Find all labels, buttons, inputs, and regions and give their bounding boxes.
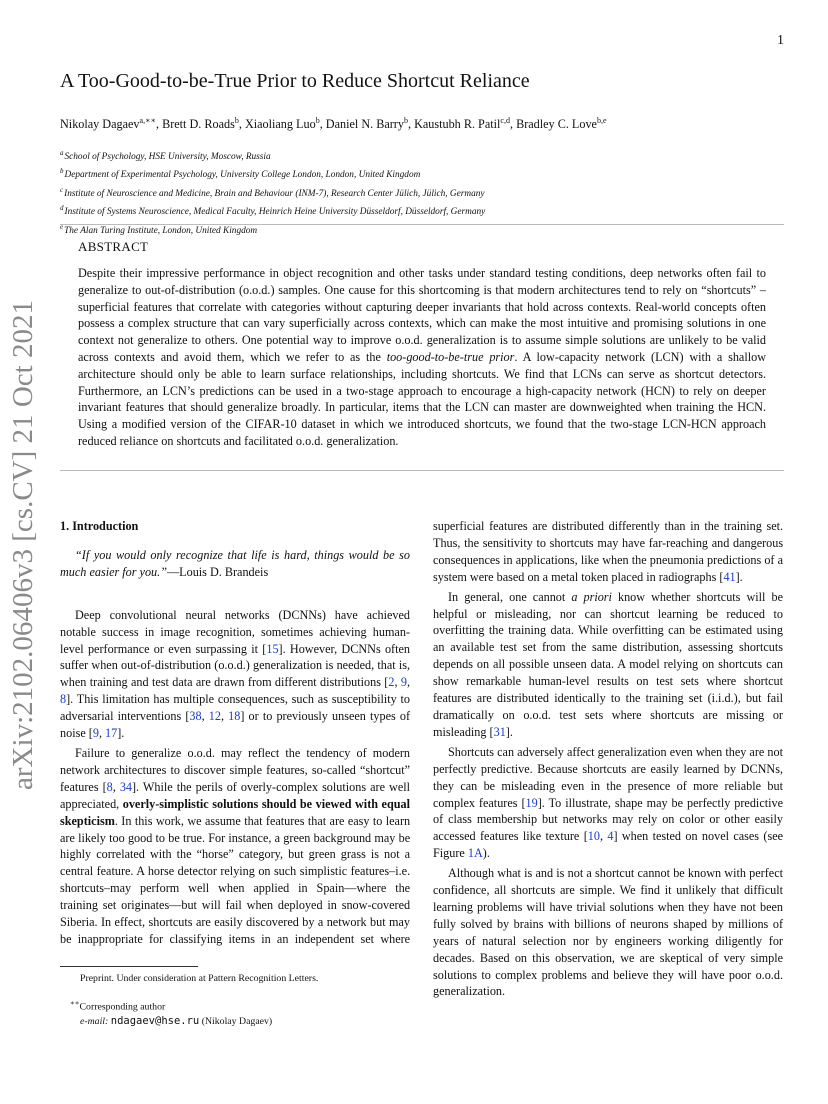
paragraph-text: shortcuts <box>549 535 594 550</box>
paragraph-text: be <box>398 830 411 845</box>
paragraph-text: but <box>370 915 386 930</box>
email-label: e-mail: <box>80 1016 109 1028</box>
paragraph-text: network <box>60 762 100 777</box>
author-affiliation-mark: b,e <box>596 116 607 125</box>
arxiv-stamp-text: arXiv:2102.06406v3 [cs.CV] 21 Oct 2021 <box>8 317 39 790</box>
paragraph-text: reflect <box>248 745 280 760</box>
paragraph-text: central <box>60 864 94 879</box>
paragraph-text: correlated <box>96 847 145 862</box>
affiliation-mark: c <box>60 185 64 194</box>
author-name: Nikolay Dagaev <box>60 117 140 132</box>
citation-link[interactable]: 9 <box>400 675 407 690</box>
paragraph-text: we <box>187 813 202 828</box>
paragraph-text: this <box>134 813 153 828</box>
abstract-heading: ABSTRACT <box>78 239 149 254</box>
paragraph-text <box>209 881 218 895</box>
paragraph-text: likely <box>78 830 106 845</box>
paragraph-text: shortcuts <box>148 915 193 930</box>
paragraph-text: not <box>384 847 400 862</box>
paragraph-text: highly <box>60 847 92 862</box>
quote-text: “If you would only recognize that life is hard, things would be so much easier for you.” <box>60 547 410 579</box>
paragraph-text: in <box>261 931 271 946</box>
affiliation-text: Institute of Neuroscience and Medicine, Brain and Behaviour (INM-7), Research Center Jülich, Jülich, Germany <box>64 188 485 199</box>
abstract-divider <box>60 470 784 471</box>
author-affiliation-mark: c,d <box>500 116 510 125</box>
paragraph-text: discovered <box>246 915 299 930</box>
paragraph <box>433 865 783 1000</box>
paragraph-text: [ <box>719 569 724 584</box>
author-name: Kaustubh R. Patil <box>414 117 501 132</box>
paragraph-text <box>289 881 298 895</box>
email-address[interactable]: ndagaev@hse.ru <box>110 1015 200 1028</box>
affiliation-mark: b <box>60 167 64 176</box>
paragraph-text: set <box>102 898 117 913</box>
paragraph-text: the <box>704 519 720 533</box>
paragraph-text: detector <box>177 864 217 879</box>
paragraph-text: features, <box>266 762 308 777</box>
paragraph-text: work, <box>155 813 184 828</box>
paragraph-text: features–i.e. <box>350 864 411 879</box>
author-name: Xiaoliang Luo <box>244 117 316 132</box>
paragraph-text: solutions <box>322 779 367 794</box>
paragraph-text: In general, one cannot <box>448 589 572 604</box>
paragraph: Failure to generalize o.o.d. may reflect the tendency of modern network architectures to discover simple features, so-called “shortcut” features [8, 34]. While the perils of overly-complex solutions are well appreciated, overly-simplistic solutions should be viewed with equal skepticism. In this work, we assume that features that are easy to learn are likely too good to be true. For instance, a green background may be highly correlated with the “horse” category, but green grass is not a central feature. A horse detector relying on such simplistic features–i.e. shortcuts–may perform well when applied in Spain—where the training set originates—but will fail when deployed in snow-covered Siberia. In effect, shortcuts are easily discovered by a network but may be inappropriate for classifying items in an independent set where <box>60 745 411 946</box>
paragraph-text: snow-covered <box>341 898 411 913</box>
paragraph-text: based <box>496 569 525 584</box>
paragraph-text: by <box>302 915 315 930</box>
paragraph-text: grass <box>340 847 366 862</box>
paragraph-text: ). <box>482 846 490 861</box>
paragraph-text: ] or to previously unseen types of noise [ <box>60 709 411 741</box>
paragraph-text: effect, <box>114 915 146 930</box>
paragraph-text: simple <box>229 762 262 777</box>
affiliation-mark: a <box>60 149 64 157</box>
paragraph-text: category, <box>238 847 284 862</box>
paragraph-continued <box>433 518 783 586</box>
paragraph-text: Failure <box>75 745 110 760</box>
paragraph-text: may <box>221 745 242 760</box>
paragraph-text: a <box>542 569 549 584</box>
affiliation-text: Institute of Systems Neuroscience, Medical Faculty, Heinrich Heine University Düsseldorf, Düsseldorf, Germany <box>64 207 486 218</box>
paragraph-text <box>386 881 395 895</box>
paragraph-text: consequences <box>433 552 501 567</box>
paragraph-text: so-called <box>311 762 356 777</box>
paragraph-text: set <box>360 931 375 946</box>
paragraph-text: when <box>602 552 629 567</box>
paragraph-text: and <box>711 535 730 550</box>
paragraph-text: to <box>170 762 180 777</box>
citation-link[interactable]: 2 <box>388 675 395 690</box>
paragraph-text: a <box>777 552 784 567</box>
paragraph-text: modern <box>372 745 411 760</box>
paragraph-text: originates—but <box>121 898 197 913</box>
paragraph-text: were <box>469 569 494 584</box>
paragraph-text: . <box>114 813 118 828</box>
paper-title: A Too-Good-to-be-True Prior to Reduce Shortcut Reliance <box>60 70 530 92</box>
paragraph-text: predictions <box>707 552 762 567</box>
paragraph-text: are <box>195 915 211 930</box>
right-column <box>433 518 783 1000</box>
paragraph-text: a <box>274 830 281 845</box>
paragraph-text: horse <box>147 864 175 879</box>
author-name: Bradley C. Love <box>516 117 597 132</box>
paragraph-text <box>179 881 188 895</box>
paragraph-text: perform <box>140 881 180 896</box>
paragraph-text: o.o.d. <box>187 745 215 760</box>
affiliation-text: School of Psychology, HSE University, Moscow, Russia <box>64 152 271 163</box>
paragraph-text: Shortcuts can adversely affect generalization even when they are not perfectly predictive. Because shortcuts are easily learned by DCNNs, they can be misleading even in the presence of more reliable but complex features [ <box>433 744 783 810</box>
paragraph-text: training <box>60 898 98 913</box>
paragraph-text: network <box>326 915 367 930</box>
citation-link[interactable]: 41 <box>723 569 736 584</box>
paragraph-text: pneumonia <box>649 552 704 567</box>
paragraph-text: the <box>395 881 411 896</box>
paragraph-text: independent <box>294 931 355 946</box>
paragraph-text: Thus, <box>433 535 461 550</box>
affiliation-text: Department of Experimental Psychology, University College London, London, United Kingdom <box>64 170 421 181</box>
paragraph-emphasis: be <box>299 796 313 811</box>
paragraph-text: are <box>329 813 345 828</box>
paragraph-text: radiographs <box>658 569 717 584</box>
paragraph-text: features <box>60 779 99 794</box>
paragraph-text: features <box>265 813 305 828</box>
paragraph-text: appreciated, <box>60 796 120 811</box>
paragraph-text: true. <box>183 830 206 845</box>
paragraph-text: are <box>370 779 385 794</box>
paragraph-text: on <box>527 569 540 584</box>
paragraph-text: such <box>273 864 297 879</box>
paragraph-text: ]. <box>117 726 125 741</box>
paragraph-text: ]. <box>132 779 140 794</box>
paragraph-text: the <box>631 552 647 567</box>
paragraph-text: on <box>258 864 271 879</box>
paragraph-text: ]. However, DCNNs often suffer when out-of-distribution (o.o.d.) generalization is needed, that is, when training and test data are drawn from different distributions [ <box>60 641 410 690</box>
affiliation-text: The Alan Turing Institute, London, United Kingdom <box>64 225 258 236</box>
section-heading: 1. Introduction <box>60 519 139 533</box>
paragraph-text: but <box>288 847 304 862</box>
paragraph-text: that <box>307 813 327 828</box>
paragraph-text: ]. <box>505 724 513 739</box>
paragraph-text: tendency <box>306 745 351 760</box>
paragraph-text: deployed <box>277 898 323 913</box>
paragraph-text: the <box>176 847 192 862</box>
paragraph-text: placed <box>611 569 644 584</box>
header-divider <box>60 224 784 225</box>
paragraph-text: the <box>285 745 301 760</box>
paragraph-text: are <box>60 830 75 845</box>
paragraph-text: fail <box>225 898 242 913</box>
paragraph-text: green <box>283 830 311 845</box>
paragraph-text: to <box>372 813 383 828</box>
footnote-divider <box>60 966 198 967</box>
paragraph-text: of <box>356 745 367 760</box>
paragraph-text: sensitivity <box>482 535 533 550</box>
corresponding-author-note <box>60 996 420 1014</box>
paragraph-text: training <box>723 519 762 533</box>
paragraph-text: dangerous <box>733 535 784 550</box>
paragraph-emphasis: with <box>355 796 379 811</box>
paragraph-text: is <box>370 847 380 862</box>
paragraph-text: in <box>503 552 513 567</box>
quote-attribution: —Louis D. Brandeis <box>166 564 269 579</box>
paragraph-text: like <box>580 552 600 567</box>
affiliation-item <box>60 201 485 219</box>
affiliation-item <box>60 164 485 182</box>
citation-link[interactable]: 17 <box>105 726 118 741</box>
paragraph-text: have <box>622 535 646 550</box>
paragraph-text: the <box>464 535 479 550</box>
paragraph-text: may <box>374 830 396 845</box>
paragraph-text: in <box>690 519 700 533</box>
paragraph-text: [ <box>102 779 107 794</box>
paragraph: Deep convolutional neural networks (DCNNs) have achieved notable success in image recognition, sometimes achieving human-level performance or even surpassing it [15]. However, DCNNs often suffer when out-of-distribution (o.o.d.) generalization is needed, that is, when training and test data are drawn from different distributions [2, 9, 8]. This limitation has multiple consequences, such as susceptibility to adversarial interventions [38, 12, 18] or to previously unseen types of noise [9, 17]. <box>60 607 411 741</box>
citation-link[interactable]: 12 <box>208 709 221 724</box>
paragraph-text: inappropriate <box>77 931 143 946</box>
citation-link[interactable]: 18 <box>228 709 241 724</box>
epigraph-quote <box>60 547 410 581</box>
citation-link[interactable]: 31 <box>493 724 506 739</box>
paragraph-text: far-reaching <box>648 535 709 550</box>
paragraph-text: In <box>121 813 132 828</box>
paragraph-text: be <box>168 830 180 845</box>
paragraph-text: easy <box>347 813 370 828</box>
paragraph-text: perils <box>195 779 223 794</box>
paragraph-text: generalize <box>131 745 182 760</box>
author-affiliation-mark: b <box>234 116 239 125</box>
paragraph-text: A <box>136 864 145 879</box>
paragraph-text: features <box>489 519 528 533</box>
citation-link[interactable]: 38 <box>189 709 202 724</box>
paragraph-text: discover <box>184 762 226 777</box>
footnotes <box>60 972 420 1029</box>
paragraph-text: feature. <box>96 864 134 879</box>
author-affiliation-mark: a,∗∗ <box>139 116 156 125</box>
affiliation-item <box>60 183 485 201</box>
paragraph-text: in <box>646 569 656 584</box>
paragraph-text <box>131 881 140 895</box>
paragraph-text: differently <box>608 519 660 533</box>
abstract-text <box>78 265 766 450</box>
paragraph-text: where <box>380 931 411 946</box>
paragraph-text: a <box>317 915 324 930</box>
paragraph <box>433 589 783 741</box>
paragraph-emphasis: equal <box>381 796 410 811</box>
corresponding-mark: ∗∗ <box>70 999 80 1007</box>
paragraph-text: simplistic <box>299 864 348 879</box>
paragraph-text: for <box>149 931 164 946</box>
paragraph-text: distributed <box>551 519 605 533</box>
paragraph-text: may <box>597 535 619 550</box>
citation-link[interactable]: 4 <box>607 829 614 844</box>
paragraph-emphasis: solutions <box>212 796 259 811</box>
citation-link[interactable]: 34 <box>119 779 132 794</box>
paragraph-text: Although what is and is not a shortcut cannot be known with perfect confidence, all shortcuts are simple. We find it unlikely that difficult learning problems will have trivial solutions when they have not been fully solved by brains with billions of neurons shaped by millions of years of natural selection nor by engineers working diligently for decades. Based on this observation, we are skeptical of very simple solutions to complex problems and believe they will have poor o.o.d. generalization. <box>433 866 783 999</box>
page-number: 1 <box>777 33 784 48</box>
abstract-part: Despite their impressive performance in object recognition and other tasks under standard testing conditions, deep networks often fail to generalize to out-of-distribution (o.o.d.) samples. One cause for this shortcoming is that modern architectures tend to rely on “shortcuts” – superficial features that correlate with categories without capturing deeper invariants that hold across contexts. Real-world concepts often possess a complex structure that can vary superficially across contexts, which can make the most intuitive and promising solutions in one context not generalize to others. One potential way to improve o.o.d. generalization is to assume simple solutions are unlikely to be valid across contexts and avoid them, which we refer to as the <box>78 266 766 364</box>
paragraph-text: that <box>244 813 263 828</box>
affiliation-item <box>60 220 485 238</box>
affiliation-item <box>60 146 485 164</box>
author-list: Nikolay Dagaev$^{a,∗∗}$, Brett D. Roads$^b$, Xiaoliang Luo$^b$, Daniel N. Barry$^b$, Kaustubh R. Patil$^{c,d}$, Bradley C. Love$^{b,e}$ <box>60 116 607 132</box>
paragraph-text: learn <box>385 813 411 828</box>
paragraph-text: Siberia. <box>60 915 98 930</box>
paragraph-text: an <box>276 931 289 946</box>
paragraph-text: applied <box>253 881 290 896</box>
paragraph-text: in <box>298 881 308 896</box>
arxiv-stamp <box>6 300 42 790</box>
paragraph-emphasis: skepticism <box>60 813 115 828</box>
citation-link[interactable]: 8 <box>106 779 113 794</box>
affiliation-mark: e <box>60 222 64 231</box>
paragraph-text: to <box>155 830 166 845</box>
paragraph-text: in <box>327 898 337 913</box>
preprint-note: Preprint. Under consideration at Pattern Recognition Letters. <box>80 973 319 984</box>
paragraph-text: applications, <box>515 552 578 567</box>
author-name: Brett D. Roads <box>162 117 235 132</box>
paragraph-text: Spain—where <box>316 881 387 896</box>
paragraph-emphasis: should <box>261 796 297 811</box>
paragraph-text: be <box>60 931 72 946</box>
paragraph-text: system <box>433 569 467 584</box>
paragraph-text: overly-complex <box>240 779 319 794</box>
paragraph-text: too <box>109 830 125 845</box>
paragraph-text: a <box>404 847 411 862</box>
corresponding-text: Corresponding author <box>79 1001 166 1013</box>
paragraph-text: instance, <box>228 830 272 845</box>
paragraph-text: “shortcut” <box>359 762 411 777</box>
citation-link[interactable]: 9 <box>92 726 99 741</box>
email-note <box>60 1014 420 1029</box>
paragraph-text: ]. This limitation has multiple consequences, such as susceptibility to adversarial interventions [ <box>60 692 410 724</box>
paragraph-text: Deep convolutional neural networks (DCNNs) have achieved notable success in image recognition, sometimes achieving human-level performance or even surpassing it [ <box>60 607 410 656</box>
citation-link[interactable]: 10 <box>587 829 600 844</box>
affiliation-mark: d <box>60 204 64 213</box>
paragraph-text: architectures <box>104 762 167 777</box>
paragraph-text: to <box>536 535 546 550</box>
paragraph-text: will <box>201 898 221 913</box>
paragraph-text: are <box>532 519 548 533</box>
citation-link[interactable]: 15 <box>266 641 279 656</box>
paragraph-text: with <box>149 847 172 862</box>
paragraph-text: to <box>115 745 126 760</box>
citation-link[interactable]: 8 <box>60 692 67 707</box>
paragraph: Shortcuts can adversely affect generalization even when they are not perfectly predictive. Because shortcuts are easily learned by DCNNs, they can be misleading even in the presence of more reliable but complex features [19]. To illustrate, shape may be perfectly predictive of class membership but networks may rely on color or other easily accessed features like texture [10, 4] when tested on novel cases (see Figure 1A). <box>433 744 784 861</box>
paragraph-text: ]. <box>735 569 743 584</box>
paragraph-text: “horse” <box>196 847 234 862</box>
author-name: Daniel N. Barry <box>325 117 404 132</box>
paragraph-text: In <box>100 915 112 930</box>
paragraph-text: items <box>228 931 255 946</box>
paragraph-text: background <box>313 830 372 845</box>
paragraph-text: well <box>188 881 210 896</box>
paragraph-text: ] when tested on novel cases (see Figure <box>433 829 784 861</box>
paragraph-text <box>308 881 317 895</box>
abstract-emphasis: too-good-to-be-true prior <box>386 349 515 364</box>
citation-link[interactable]: 1A <box>467 846 483 861</box>
paragraph-text: than <box>664 519 686 533</box>
paragraph-text: token <box>581 569 609 584</box>
paragraph-text: when <box>246 898 274 913</box>
paragraph-text: shortcuts–may <box>60 881 132 896</box>
paragraph-text: when <box>218 881 245 896</box>
paragraph-text: relying <box>220 864 255 879</box>
paragraph-text: classifying <box>169 931 223 946</box>
author-affiliation-mark: b <box>315 116 320 125</box>
author-affiliation-mark: b <box>403 116 408 125</box>
paragraph-text: easily <box>214 915 243 930</box>
left-column <box>60 518 410 948</box>
paragraph-text: green <box>308 847 336 862</box>
paragraph-text: good <box>127 830 153 845</box>
paragraph-text: of <box>226 779 237 794</box>
paragraph-text: of <box>764 552 775 567</box>
paragraph-emphasis: viewed <box>315 796 352 811</box>
email-owner: (Nikolay Dagaev) <box>201 1016 273 1028</box>
paragraph-text: metal <box>551 569 579 584</box>
paragraph-text: For <box>208 830 226 845</box>
paragraph-emphasis: a priori <box>571 589 612 604</box>
paragraph-emphasis: overly-simplistic <box>122 796 209 811</box>
paragraph-text: the <box>176 779 192 794</box>
paragraph-text: set. <box>766 519 784 533</box>
paragraph-text: know whether shortcuts will be helpful or misleading, nor can shortcut learning be reduced to overfitting the training data. While overfitting can be estimated using an available test set from the same distribution, assessing shortcuts depends on all possible unseen data. A model relying on shortcuts can show remarkable human-level results on test sets where shortcut features are distributed identically to the training set (i.i.d.), but fail dramatically on o.o.d. test sets where shortcuts are missing or misleading [ <box>433 589 783 739</box>
citation-link[interactable]: 19 <box>525 795 538 810</box>
abstract-part: . A low-capacity network (LCN) with a shallow architecture should only be able to learn surface relationships, including shortcuts. We find that LCNs can serve as shortcut detectors. Furthermore, an LCN’s predictions can be used in a two-stage approach to encourage a high-capacity network (HCN) to rely on deeper invariant features that should generalize broadly. In particular, items that the LCN can master are downweighted when training the HCN. Using a modified version of the CIFAR-10 dataset in which we introduced shortcuts, we found that the two-stage LCN-HCN approach reduced reliance on shortcuts and facilitated o.o.d. generalization. <box>78 349 766 448</box>
paragraph-text: may <box>389 915 411 930</box>
paragraph-text: ]. To illustrate, shape may be perfectly predictive of class membership but networks may rely on color or other easily accessed features like texture [ <box>433 795 784 844</box>
paragraph-text: assume <box>204 813 241 828</box>
paragraph-text: well <box>389 779 410 794</box>
paragraph-text: While <box>142 779 173 794</box>
paragraph-text: superficial <box>433 519 485 533</box>
